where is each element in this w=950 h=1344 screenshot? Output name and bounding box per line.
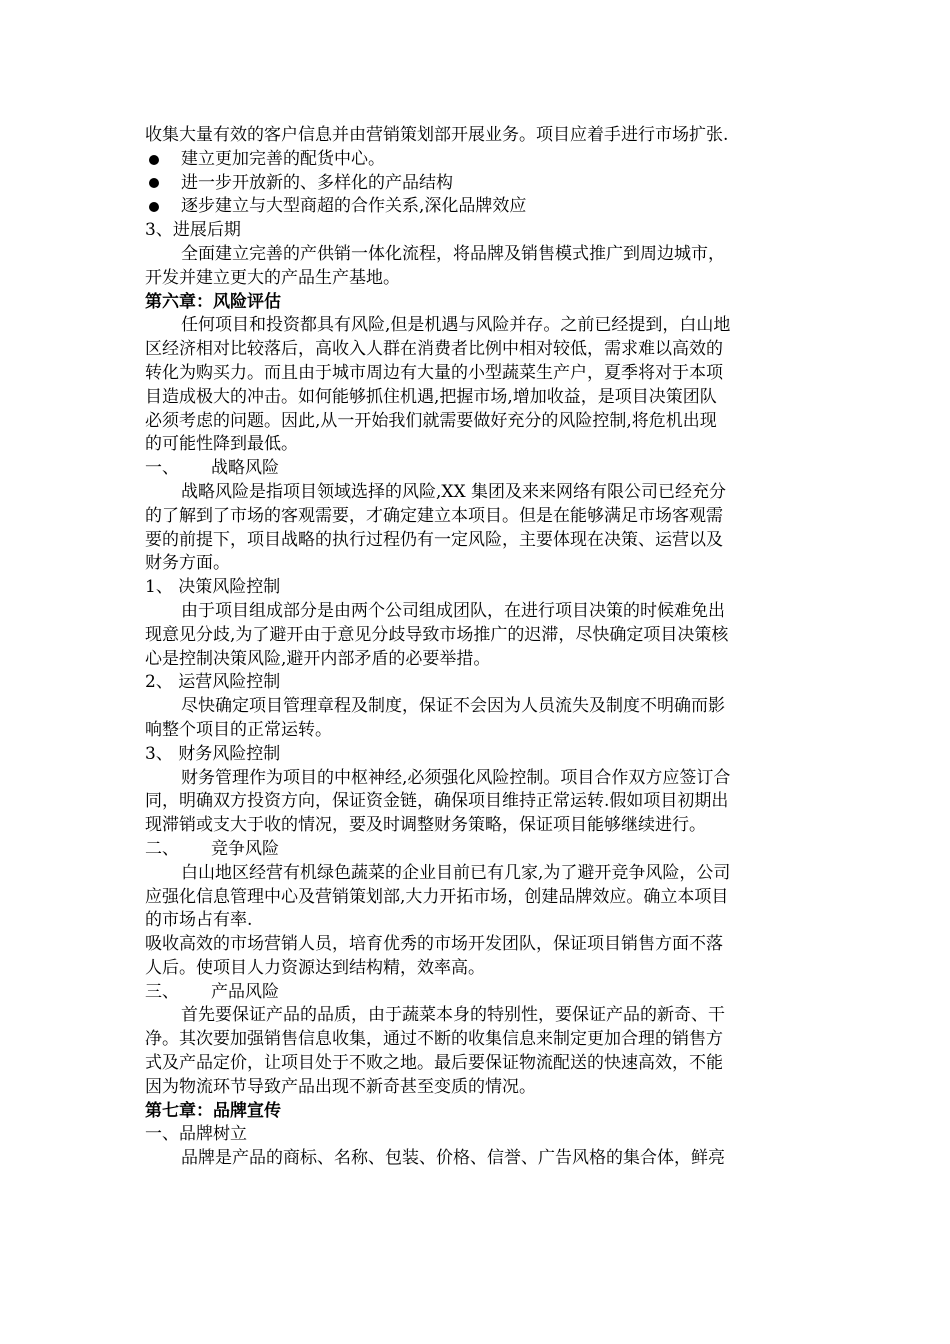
paragraph-line: 收集大量有效的客户信息并由营销策划部开展业务。项目应着手进行市场扩张. (145, 125, 729, 145)
paragraph-line: 首先要保证产品的品质，由于蔬菜本身的特别性，要保证产品的新奇、干 (181, 1005, 725, 1026)
paragraph-line: 由于项目组成部分是由两个公司组成团队，在进行项目决策的时候难免出 (181, 600, 725, 621)
subsection-heading: 2、 运营风险控制 (145, 672, 281, 693)
paragraph-line: 的可能性降到最低。 (145, 434, 298, 455)
paragraph-line: 现滞销或支大于收的情况，要及时调整财务策略，保证项目能够继续进行。 (145, 815, 706, 836)
bullet-item (145, 195, 810, 219)
paragraph-line: 财务方面。 (145, 553, 230, 574)
bullet-text: 建立更加完善的配货中心。 (181, 148, 385, 169)
paragraph-line: 转化为购买力。而且由于城市周边有大量的小型蔬菜生产户，夏季将对于本项 (145, 362, 723, 383)
paragraph-line: 因为物流环节导致产品出现不新奇甚至变质的情况。 (145, 1076, 536, 1097)
section-heading (145, 457, 810, 481)
section-title: 战略风险 (211, 458, 279, 479)
subsection-heading: 1、 决策风险控制 (145, 577, 281, 598)
section-title: 竞争风险 (211, 838, 279, 859)
paragraph-line: 心是控制决策风险,避开内部矛盾的必要举措。 (145, 648, 491, 669)
paragraph-line: 财务管理作为项目的中枢神经,必须强化风险控制。项目合作双方应签订合 (181, 767, 731, 788)
paragraph-line: 应强化信息管理中心及营销策划部,大力开拓市场，创建品牌效应。确立本项目 (145, 886, 729, 907)
paragraph-line: 要的前提下，项目战略的执行过程仍有一定风险，主要体现在决策、运营以及 (145, 529, 723, 550)
section-heading (145, 838, 810, 862)
paragraph-line: 的市场占有率. (145, 910, 253, 931)
bullet-text: 进一步开放新的、多样化的产品结构 (181, 172, 453, 193)
paragraph-line: 战略风险是指项目领域选择的风险,XX 集团及来来网络有限公司已经充分 (181, 481, 727, 502)
section-number: 三、 (145, 981, 179, 1002)
bullet-item (145, 148, 810, 172)
subsection-heading: 3、 财务风险控制 (145, 743, 281, 764)
paragraph-line: 开发并建立更大的产品生产基地。 (145, 267, 400, 288)
bullet-item (145, 172, 810, 196)
paragraph-line: 区经济相对比较落后，高收入人群在消费者比例中相对较低，需求难以高效的 (145, 339, 723, 360)
paragraph-line: 响整个项目的正常运转。 (145, 719, 332, 740)
chapter-heading: 第六章：风险评估 (145, 291, 281, 312)
bullet-dot-icon (149, 202, 159, 212)
section-number: 一、 (145, 458, 179, 479)
paragraph-line: 现意见分歧,为了避开由于意见分歧导致市场推广的迟滞，尽快确定项目决策核 (145, 624, 729, 645)
paragraph-line: 必须考虑的问题。因此,从一开始我们就需要做好充分的风险控制,将危机出现 (145, 410, 717, 431)
paragraph-line: 品牌是产品的商标、名称、包装、价格、信誉、广告风格的集合体，鲜亮 (181, 1148, 725, 1169)
paragraph-line: 式及产品定价，让项目处于不败之地。最后要保证物流配送的快速高效，不能 (145, 1053, 723, 1074)
paragraph-line: 全面建立完善的产供销一体化流程，将品牌及销售模式推广到周边城市， (181, 243, 725, 264)
paragraph-line: 任何项目和投资都具有风险,但是机遇与风险并存。之前已经提到，白山地 (181, 315, 731, 336)
paragraph-line: 目造成极大的冲击。如何能够抓住机遇,把握市场,增加收益，是项目决策团队 (145, 386, 717, 407)
bullet-dot-icon (149, 178, 159, 188)
bullet-text: 逐步建立与大型商超的合作关系,深化品牌效应 (181, 196, 527, 217)
paragraph-line: 净。其次要加强销售信息收集，通过不断的收集信息来制定更加合理的销售方 (145, 1029, 723, 1050)
paragraph-line: 的了解到了市场的客观需要，才确定建立本项目。但是在能够满足市场客观需 (145, 505, 723, 526)
document-page (145, 124, 810, 1171)
paragraph-line: 尽快确定项目管理章程及制度，保证不会因为人员流失及制度不明确而影 (181, 696, 725, 717)
bullet-dot-icon (149, 155, 159, 165)
paragraph-line: 吸收高效的市场营销人员，培育优秀的市场开发团队，保证项目销售方面不落 (145, 934, 723, 955)
chapter-heading: 第七章：品牌宣传 (145, 1100, 281, 1121)
section-heading (145, 981, 810, 1005)
section-title: 产品风险 (211, 981, 279, 1002)
paragraph-line: 白山地区经营有机绿色蔬菜的企业目前已有几家,为了避开竞争风险，公司 (181, 862, 731, 883)
paragraph-line: 同，明确双方投资方向，保证资金链，确保项目维持正常运转.假如项目初期出 (145, 791, 729, 812)
section-number: 二、 (145, 838, 179, 859)
paragraph-line: 人后。使项目人力资源达到结构精，效率高。 (145, 957, 485, 978)
subsection-heading: 3、进展后期 (145, 220, 241, 241)
subsection-heading: 一、品牌树立 (145, 1124, 247, 1145)
